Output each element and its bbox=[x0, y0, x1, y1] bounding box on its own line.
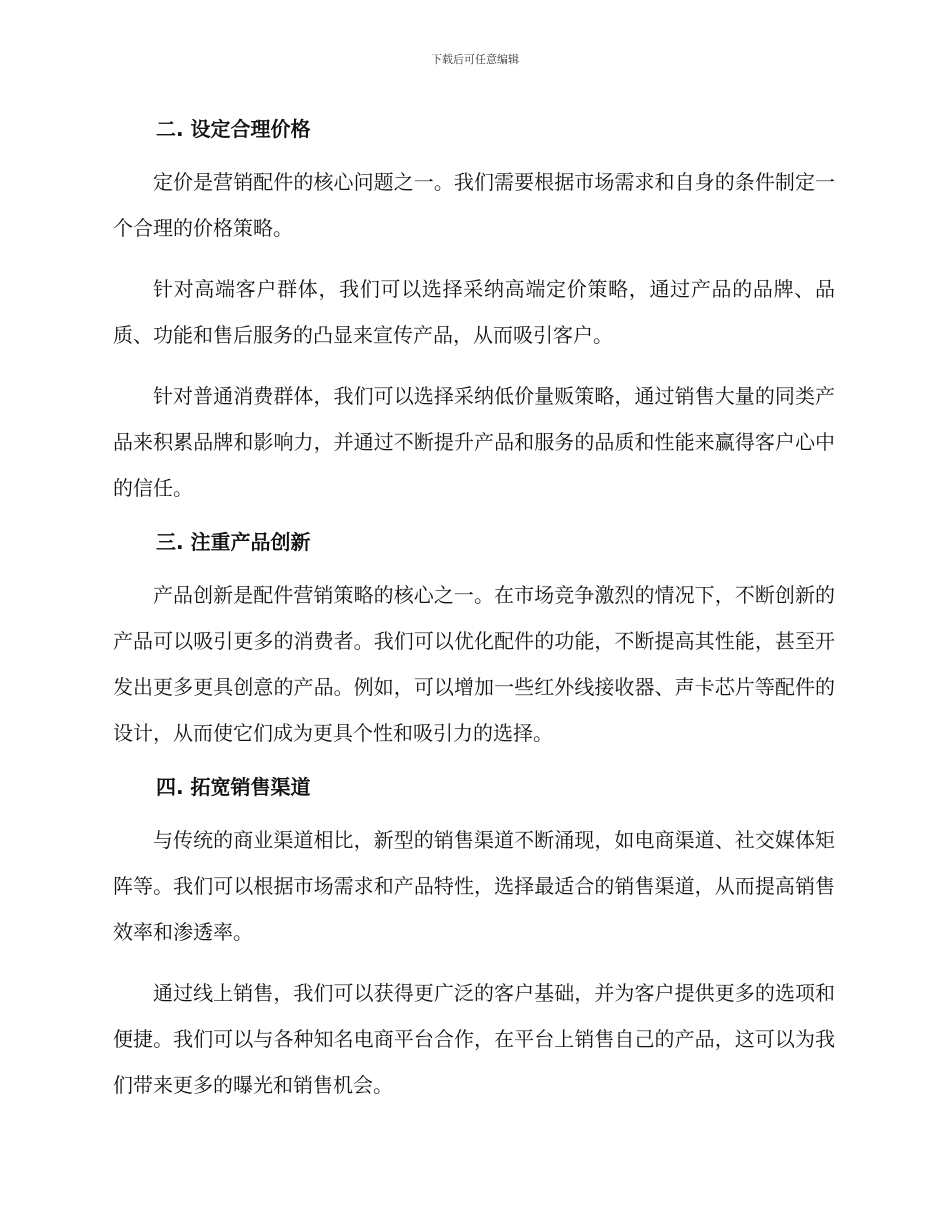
section-heading: 三. 注重产品创新 bbox=[156, 530, 311, 554]
paragraph: 针对普通消费群体，我们可以选择采纳低价量贩策略，通过销售大量的同类产品来积累品牌和影响力，并通过不断提升产品和服务的品质和性能来赢得客户心中的信任。 bbox=[113, 384, 835, 500]
paragraph: 与传统的商业渠道相比，新型的销售渠道不断涌现，如电商渠道、社交媒体矩阵等。我们可以根据市场需求和产品特性，选择最适合的销售渠道，从而提高销售效率和渗透率。 bbox=[113, 828, 835, 944]
page-header-note: 下载后可任意编辑 bbox=[431, 53, 519, 66]
section-innovation bbox=[113, 525, 835, 756]
paragraph: 产品创新是配件营销策略的核心之一。在市场竞争激烈的情况下，不断创新的产品可以吸引更多的消费者。我们可以优化配件的功能，不断提高其性能，甚至开发出更多更具创意的产品。例如，可以增加一些红外线接收器、声卡芯片等配件的设计，从而使它们成为更具个性和吸引力的选择。 bbox=[113, 583, 835, 745]
document-body bbox=[113, 112, 835, 1122]
paragraph: 定价是营销配件的核心问题之一。我们需要根据市场需求和自身的条件制定一个合理的价格策略。 bbox=[113, 170, 835, 240]
paragraph: 针对高端客户群体，我们可以选择采纳高端定价策略，通过产品的品牌、品质、功能和售后服务的凸显来宣传产品，从而吸引客户。 bbox=[113, 277, 835, 347]
section-heading: 四. 拓宽销售渠道 bbox=[156, 775, 311, 799]
section-heading: 二. 设定合理价格 bbox=[156, 117, 311, 141]
paragraph: 通过线上销售，我们可以获得更广泛的客户基础，并为客户提供更多的选项和便捷。我们可以与各种知名电商平台合作，在平台上销售自己的产品，这可以为我们带来更多的曝光和销售机会。 bbox=[113, 981, 835, 1097]
section-pricing bbox=[113, 112, 835, 511]
section-channels bbox=[113, 770, 835, 1108]
